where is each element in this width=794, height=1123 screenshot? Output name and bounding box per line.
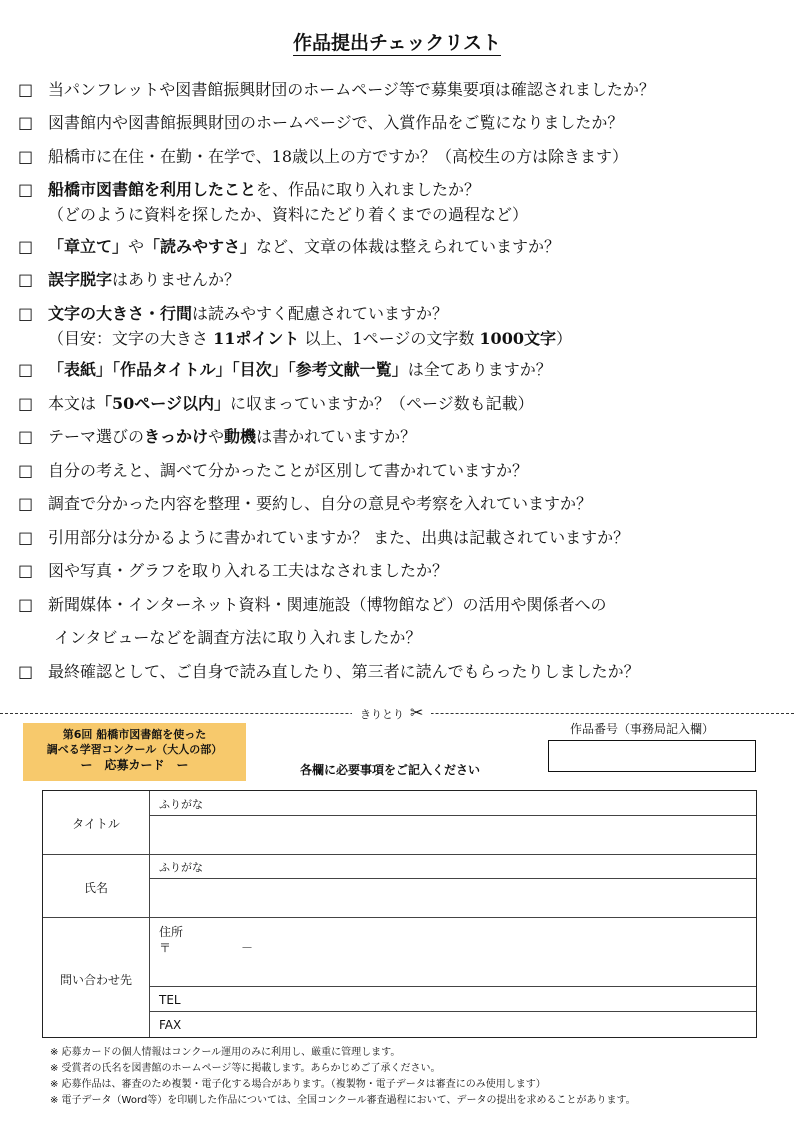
checklist-item: □ 最終確認として、ご自身で読み直したり、第三者に読んでもらったりしましたか？ [18, 660, 640, 684]
checkbox[interactable]: □ [18, 528, 34, 547]
work-number-label: 作品番号（事務局記入欄） [570, 722, 715, 736]
checkbox[interactable]: □ [18, 360, 34, 379]
badge-line1: 第6回 船橋市図書館を使った [62, 728, 207, 741]
address-field[interactable] [150, 918, 756, 985]
name-label: 氏名 [83, 881, 108, 895]
note: ※ 受賞者の氏名を図書館のホームページ等に掲載します。あらかじめご了承ください。 [50, 1063, 441, 1074]
fax-field[interactable] [193, 1012, 756, 1036]
checkbox[interactable]: □ [18, 237, 34, 256]
checkbox[interactable]: □ [18, 304, 34, 323]
checkbox[interactable]: □ [18, 494, 34, 513]
checklist-item: □ 誤字脱字はありませんか？ [18, 268, 240, 292]
notes [50, 1045, 636, 1109]
contact-label: 問い合わせ先 [59, 973, 132, 987]
checkbox[interactable]: □ [18, 113, 34, 132]
postal-mark: 〒 [159, 941, 172, 955]
work-number-field[interactable] [548, 740, 756, 772]
name-field[interactable] [150, 879, 756, 916]
checkbox[interactable]: □ [18, 561, 34, 580]
name-furigana-label: ふりがな [159, 861, 203, 874]
checklist-item: □ 本文は「50ページ以内」に収まっていますか？（ページ数も記載） [18, 392, 534, 416]
checkbox[interactable]: □ [18, 270, 34, 289]
page-title: 作品提出チェックリスト [292, 32, 502, 54]
tel-label: TEL [159, 993, 181, 1007]
checklist-item: □ 図書館内や図書館振興財団のホームページで、入賞作品をご覧になりましたか？ [18, 111, 623, 135]
note: ※ 電子データ（Word等）を印刷した作品については、全国コンクール審査過程において、データの提出を求めることがあります。 [50, 1095, 636, 1106]
entry-card-badge [23, 723, 246, 781]
checklist-item: □ 新聞媒体・インターネット資料・関連施設（博物館など）の活用や関係者への [18, 593, 607, 617]
note: ※ 応募カードの個人情報はコンクール運用のみに利用し、厳重に管理します。 [50, 1047, 401, 1058]
checklist-item: □ 図や写真・グラフを取り入れる工夫はなされましたか？ [18, 559, 448, 583]
scissors-icon: ✂ [410, 703, 424, 722]
checkbox[interactable]: □ [18, 461, 34, 480]
checkbox[interactable]: □ [18, 394, 34, 413]
checkbox[interactable]: □ [18, 427, 34, 446]
checklist-item: □ 調査で分かった内容を整理・要約し、自分の意見や考察を入れていますか？ [18, 492, 592, 516]
checklist-item: □ テーマ選びのきっかけや動機は書かれていますか？ [18, 425, 416, 449]
checklist-item-note: （目安：文字の大きさ 11ポイント 以上、1ページの文字数 1000文字） [48, 329, 572, 348]
fax-label: FAX [159, 1018, 182, 1032]
checklist-item-cont: インタビューなどを調査方法に取り入れましたか？ [54, 628, 422, 647]
row-divider [43, 854, 756, 855]
checkbox[interactable]: □ [18, 147, 34, 166]
checkbox[interactable]: □ [18, 595, 34, 614]
checklist-item: □ 文字の大きさ・行間は読みやすく配慮されていますか？ [18, 302, 448, 326]
note: ※ 応募作品は、審査のため複製・電子化する場合があります。（複製物・電子データは審査にのみ使用します） [50, 1079, 546, 1090]
postal-dash: － [241, 941, 254, 955]
checklist-item: □ 「表紙」「作品タイトル」「目次」「参考文献一覧」は全てありますか？ [18, 358, 552, 382]
title-furigana-label: ふりがな [159, 798, 203, 811]
checklist-item: □ 船橋市に在住・在勤・在学で、18歳以上の方ですか？（高校生の方は除きます） [18, 145, 628, 169]
title-field[interactable] [150, 816, 756, 853]
address-label: 住所 [159, 925, 184, 939]
badge-line3: ー 応募カード ー [80, 758, 189, 772]
cut-label: きりとり ✂ [352, 703, 431, 725]
checklist-item: □ 船橋市図書館を利用したことを、作品に取り入れましたか？ [18, 178, 480, 202]
checklist-item: □ 「章立て」や「読みやすさ」など、文章の体裁は整えられていますか？ [18, 235, 560, 259]
entry-form [42, 790, 757, 1038]
checklist-item: □ 自分の考えと、調べて分かったことが区別して書かれていますか？ [18, 459, 528, 483]
checklist-item-note: （どのように資料を探したか、資料にたどり着くまでの過程など） [48, 205, 529, 224]
checklist-item: □ 当パンフレットや図書館振興財団のホームページ等で募集要項は確認されましたか？ [18, 78, 655, 102]
checkbox[interactable]: □ [18, 662, 34, 681]
tel-field[interactable] [193, 987, 756, 1010]
checkbox[interactable]: □ [18, 180, 34, 199]
badge-line2: 調べる学習コンクール（大人の部） [46, 743, 223, 756]
checkbox[interactable]: □ [18, 80, 34, 99]
checklist-item: □ 引用部分は分かるように書かれていますか？ また、出典は記載されていますか？ [18, 526, 629, 550]
title-label: タイトル [72, 817, 120, 831]
fill-instruction: 各欄に必要事項をご記入ください [300, 763, 481, 777]
